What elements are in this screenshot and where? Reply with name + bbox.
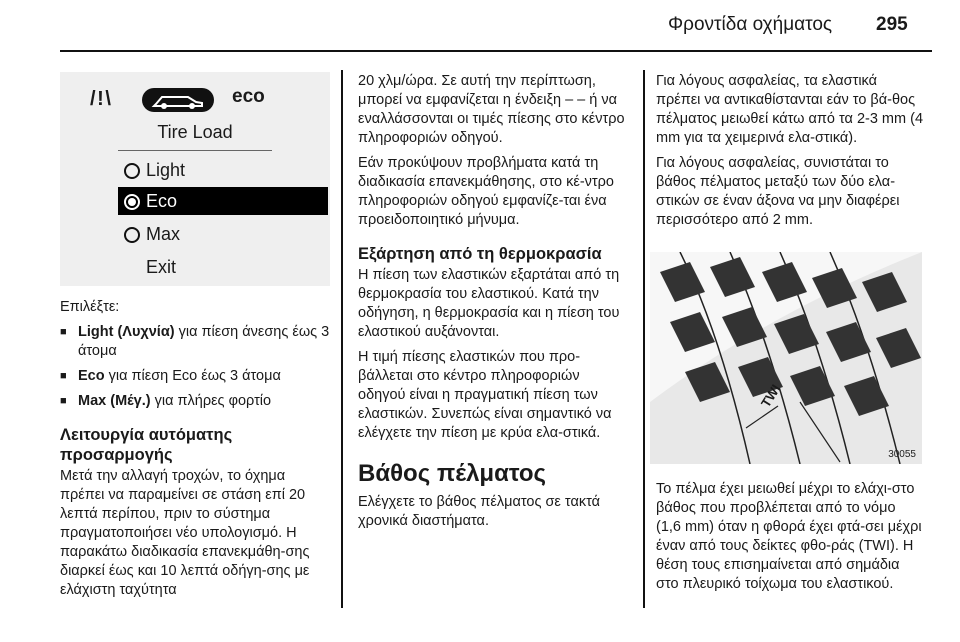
column-divider [643, 70, 645, 608]
radio-button-icon [124, 227, 140, 243]
paragraph: Η τιμή πίεσης ελαστικών που προ-βάλλεται στο κέντρο πληροφοριών οδηγού είναι η πραγματική πίεση των ελαστικών. Συνεπώς είναι σημαντικό να ελέγχετε την πίεση με κρύα ελα-στικά. [358, 349, 612, 441]
paragraph: Εάν προκύψουν προβλήματα κατά τη διαδικασία επανεκμάθησης, στο κέ-ντρο πληροφοριών οδηγού εμφανίζε-ται ένα προειδοποιητικό μήνυμα. [358, 155, 614, 228]
bullet-term: Light (Λυχνία) [78, 324, 175, 340]
paragraph: Ελέγχετε το βάθος πέλματος σε τακτά χρονικά διαστήματα. [358, 494, 600, 529]
paragraph: Για λόγους ασφαλείας, συνιστάται το βάθος πέλματος μεταξύ των δύο ελα-στικών σε έναν άξονα να μην διαφέρει περισσότερο από 2 mm. [656, 155, 900, 228]
display-option-label: Light [146, 160, 186, 180]
bullet-item [60, 392, 330, 411]
car-load-icon [142, 88, 214, 112]
bullet-text: για πίεση άνεσης έως 3 άτομα [78, 324, 330, 359]
display-option-max [118, 220, 328, 248]
paragraph: Μετά την αλλαγή τροχών, το όχημα πρέπει να παραμείνει σε στάση επί 20 λεπτά περίπου, πριν το σύστημα πραγματοποιήσει νέο υπολογισμό. Η παρακάτω διαδικασία επανεκμάθη-σης διαρκεί έως και 10 λεπτά οδήγη-σης με ελάχιστη ταχύτητα [60, 468, 310, 598]
column-1 [60, 298, 330, 606]
tread-wear-indicator-figure [650, 252, 922, 464]
square-bullet-icon: ■ [60, 395, 67, 407]
paragraph: Η πίεση των ελαστικών εξαρτάται από τη θερμοκρασία του ελαστικού. Κατά την οδήγηση, η θερμοκρασία και η πίεση του ελαστικού αυξάνονται. [358, 267, 620, 340]
select-intro: Επιλέξτε: [60, 299, 120, 315]
display-divider [118, 150, 272, 151]
paragraph: Το πέλμα έχει μειωθεί μέχρι το ελάχι-στο βάθος που προβλέπεται από το νόμο (1,6 mm) όταν η φθορά έχει φτά-σει μέχρι έναν από τους δείκτες φθο-ράς (TWI). Η θέση τους επισημαίνεται από σημάδια στο πλευρικό τοίχωμα του ελαστικού. [656, 481, 922, 592]
column-2 [358, 72, 628, 537]
page-number: 295 [876, 14, 908, 35]
eco-label: eco [232, 86, 265, 107]
radio-button-icon [124, 163, 140, 179]
square-bullet-icon: ■ [60, 370, 67, 382]
tire-load-display-figure [60, 72, 330, 286]
bullet-term: Max (Μέγ.) [78, 393, 151, 409]
display-option-exit [118, 253, 328, 281]
radio-button-icon [124, 194, 140, 210]
column-3-top [656, 72, 924, 236]
display-option-label: Eco [146, 191, 178, 211]
column-divider [341, 70, 343, 608]
paragraph: 20 χλμ/ώρα. Σε αυτή την περίπτωση, μπορεί να εμφανίζεται η ένδειξη – – ή να εναλλάσσονται οι τιμές πίεσης στο κέντρο πληροφοριών οδηγού. [358, 73, 625, 146]
column-3-bottom [656, 480, 924, 600]
square-bullet-icon: ■ [60, 326, 67, 338]
paragraph: Για λόγους ασφαλείας, τα ελαστικά πρέπει να αντικαθίστανται εάν το βά-θος πέλματος μειωθεί κάτω από τα 2-3 mm (4 mm για τα χειμερινά ελα-στικά). [656, 73, 924, 146]
bullet-text: για πλήρες φορτίο [150, 393, 272, 409]
bullet-term: Eco [78, 368, 105, 384]
figure-code: 30055 [888, 449, 916, 460]
bullet-item [60, 323, 330, 361]
display-top-bar [90, 88, 310, 112]
section-heading-tread-depth: Βάθος πέλματος [358, 460, 547, 487]
running-header-title: Φροντίδα οχήματος [668, 14, 833, 35]
display-exit-label: Exit [146, 257, 177, 277]
section-heading-auto-adjust: Λειτουργία αυτόματης προσαρμογής [60, 426, 233, 464]
bullet-text: για πίεση Eco έως 3 άτομα [104, 368, 281, 384]
display-option-label: Max [146, 224, 181, 244]
header-rule [60, 50, 932, 52]
twi-label: TWI [758, 381, 784, 410]
display-option-light [118, 156, 328, 184]
display-title: Tire Load [157, 122, 233, 142]
tire-tread-illustration [650, 252, 922, 464]
bullet-item [60, 367, 330, 386]
display-option-eco-selected [118, 187, 328, 215]
section-heading-temperature: Εξάρτηση από τη θερμοκρασία [358, 245, 602, 263]
tire-pressure-lamp-icon: / ! \ [90, 88, 109, 110]
